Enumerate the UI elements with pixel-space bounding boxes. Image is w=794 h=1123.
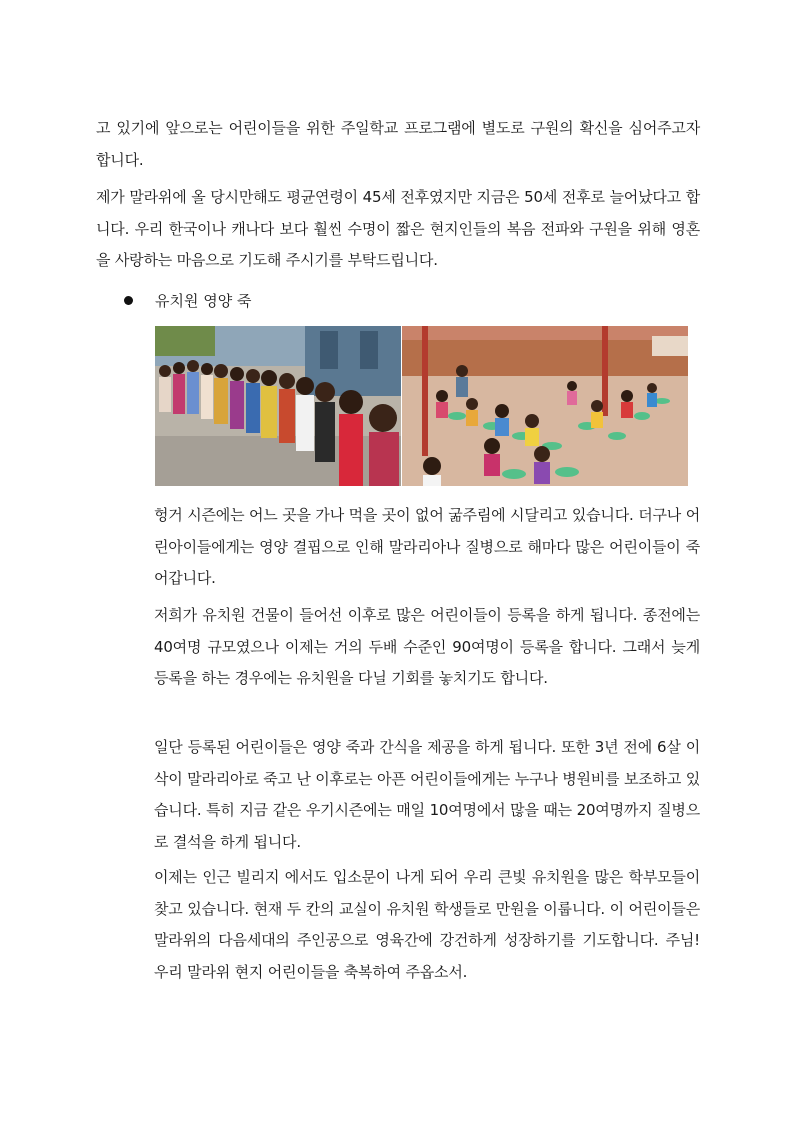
photo-children-lined-up: [155, 326, 401, 486]
photo-children-eating-porridge: [402, 326, 688, 486]
paragraph-life-expectancy: 제가 말라위에 올 당시만해도 평균연령이 45세 전후였지만 지금은 50세 전후로 늘어났다고 합니다. 우리 한국이나 캐나다 보다 훨씬 수명이 짧은 현지인들의 복음 전파와 구원을 위해 영혼을 사랑하는 마음으로 기도해 주시기를 부탁드립니다.: [96, 188, 700, 269]
paragraph-enrollment: 저희가 유치원 건물이 들어선 이후로 많은 어린이들이 등록을 하게 됩니다. 종전에는 40여명 규모였으나 이제는 거의 두배 수준인 90여명이 등록을 합니다. 그래서 늦게 등록을 하는 경우에는 유치원을 다닐 기회를 놓치기도 합니다.: [154, 606, 700, 687]
paragraph-hunger-season: 헝거 시즌에는 어느 곳을 가나 먹을 곳이 없어 굶주림에 시달리고 있습니다. 더구나 어린아이들에게는 영양 결핍으로 인해 말라리아나 질병으로 해마다 많은 어린이들이 죽어갑니다.: [154, 506, 700, 587]
paragraph-meals-medical: 일단 등록된 어린이들은 영양 죽과 간식을 제공을 하게 됩니다. 또한 3년 전에 6살 이삭이 말라리아로 죽고 난 이후로는 아픈 어린이들에게는 누구나 병원비를 보조하고 있습니다. 특히 지금 같은 우기시즌에는 매일 10여명에서 많을 때는 20여명까지 질병으로 결석을 하게 됩니다.: [154, 738, 700, 851]
bullet-label: 유치원 영양 죽: [155, 291, 252, 310]
paragraph-intro-continuation: 고 있기에 앞으로는 어린이들을 위한 주일학교 프로그램에 별도로 구원의 확신을 심어주고자 합니다.: [96, 119, 700, 169]
bullet-item-kindergarten-porridge: [124, 286, 251, 314]
paragraph-reputation: 이제는 인근 빌리지 에서도 입소문이 나게 되어 우리 큰빛 유치원을 많은 학부모들이 찾고 있습니다. 현재 두 칸의 교실이 유치원 학생들로 만원을 이룹니다. 이 어린이들은 말라위의 다음세대의 주인공으로 영육간에 강건하게 성장하기를 기도합니다. 주님! 우리 말라위 현지 어린이들을 축복하여 주옵소서.: [154, 868, 700, 981]
bullet-dot-icon: [124, 296, 133, 305]
